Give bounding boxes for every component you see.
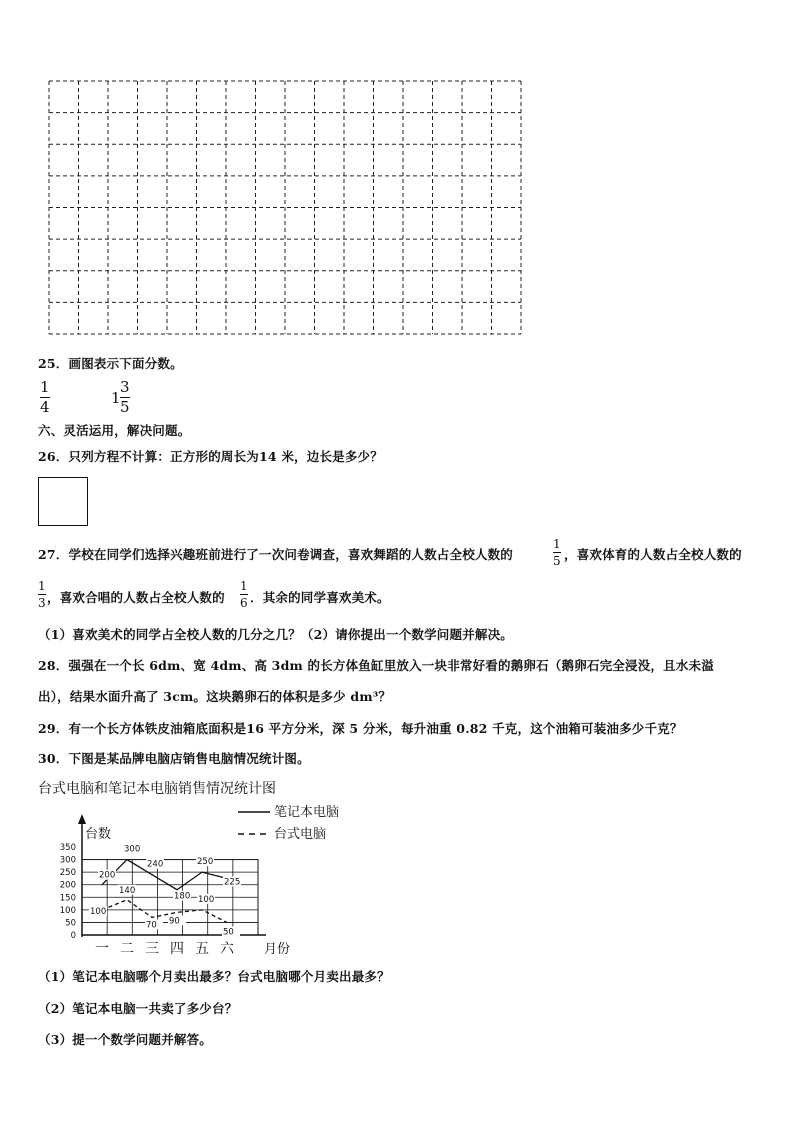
fraction-denominator: 4: [40, 398, 50, 416]
line-chart: [40, 800, 370, 960]
legend-label: 笔记本电脑: [274, 805, 340, 820]
x-tick-label: 三: [145, 941, 159, 957]
q30-sub2: （2）笔记本电脑一共卖了多少台？: [38, 1001, 238, 1016]
y-tick-label: 150: [59, 893, 76, 904]
fraction-numerator: 1: [40, 378, 50, 396]
fraction-one-quarter: [40, 380, 50, 415]
q30-sub3: （3）提一个数学问题并解答。: [38, 1032, 212, 1047]
fraction-numerator: 3: [120, 378, 130, 396]
fraction-denominator: 3: [38, 596, 46, 610]
x-tick-label: 六: [220, 941, 234, 957]
fraction-three-fifths: [120, 380, 130, 415]
y-tick-label: 50: [65, 918, 76, 929]
y-tick-label: 350: [59, 843, 76, 853]
fraction-one-sixth: [240, 580, 248, 609]
x-tick-label: 二: [120, 941, 134, 957]
y-axis-label: 台数: [85, 827, 112, 842]
y-axis-arrow: [78, 814, 86, 824]
section-heading: 六、灵活运用，解决问题。: [38, 423, 191, 438]
data-label: 200: [99, 870, 116, 881]
question-26: 26．只列方程不计算：正方形的周长为14 米，边长是多少？: [38, 449, 383, 464]
chart-title: 台式电脑和笔记本电脑销售情况统计图: [38, 781, 276, 797]
fraction-denominator: 5: [553, 554, 561, 568]
q27-text-d: ．其余的同学喜欢美术。: [250, 590, 390, 605]
y-tick-label: 0: [70, 931, 76, 941]
fraction-numerator: 1: [240, 579, 248, 593]
question-25: 25．画图表示下面分数。: [38, 356, 183, 371]
question-30: 30．下图是某品牌电脑店销售电脑情况统计图。: [38, 751, 310, 766]
question-28-line1: 28．强强在一个长 6dm、宽 4dm、高 3dm 的长方体鱼缸里放入一块非常好看的鹅卵石（鹅卵石完全浸没，且水未溢: [38, 658, 714, 673]
x-tick-label: 一: [95, 941, 109, 957]
q30-sub1: （1）笔记本电脑哪个月卖出最多？台式电脑哪个月卖出最多？: [38, 969, 390, 984]
y-tick-label: 250: [59, 868, 76, 879]
x-tick-label: 五: [195, 941, 209, 957]
y-tick-label: 200: [59, 880, 76, 891]
legend-label: 台式电脑: [274, 827, 327, 842]
q27-subquestions: （1）喜欢美术的同学占全校人数的几分之几？（2）请你提出一个数学问题并解决。: [38, 627, 513, 642]
data-label: 250: [197, 857, 214, 868]
y-tick-label: 300: [59, 855, 76, 866]
y-tick-label: 100: [59, 905, 76, 916]
fraction-one-fifth: [553, 538, 561, 567]
q27-text-b: ，喜欢体育的人数占全校人数的: [564, 547, 742, 562]
data-label: 100: [90, 906, 107, 917]
fraction-numerator: 1: [553, 537, 561, 551]
x-axis-label: 月份: [264, 942, 291, 957]
data-label: 70: [146, 920, 157, 931]
fraction-denominator: 6: [240, 596, 248, 610]
data-label: 100: [198, 894, 215, 905]
data-label: 90: [169, 916, 180, 927]
fraction-numerator: 1: [38, 579, 46, 593]
data-label: 225: [224, 877, 241, 888]
fraction-denominator: 5: [120, 398, 130, 416]
data-label: 240: [147, 859, 164, 870]
fraction-one-third: [38, 580, 46, 609]
data-label: 50: [223, 927, 234, 938]
mixed-number-whole: 1: [111, 389, 121, 407]
x-tick-label: 四: [170, 941, 184, 957]
q27-text-a: 27．学校在同学们选择兴趣班前进行了一次问卷调查，喜欢舞蹈的人数占全校人数的: [38, 547, 513, 562]
question-28-line2: 出），结果水面升高了 3cm。这块鹅卵石的体积是多少 dm³？: [38, 689, 392, 704]
data-label: 300: [124, 844, 141, 855]
data-label: 180: [174, 891, 191, 902]
question-27-line1: [38, 545, 513, 563]
data-label: 140: [119, 885, 136, 896]
q27-text-c: ，喜欢合唱的人数占全校人数的: [47, 590, 225, 605]
square-drawing: [38, 477, 88, 526]
question-29: 29．有一个长方体铁皮油箱底面积是16 平方分米，深 5 分米，每升油重 0.82 千克，这个油箱可装油多少千克？: [38, 721, 683, 736]
dashed-grid: [48, 80, 522, 335]
